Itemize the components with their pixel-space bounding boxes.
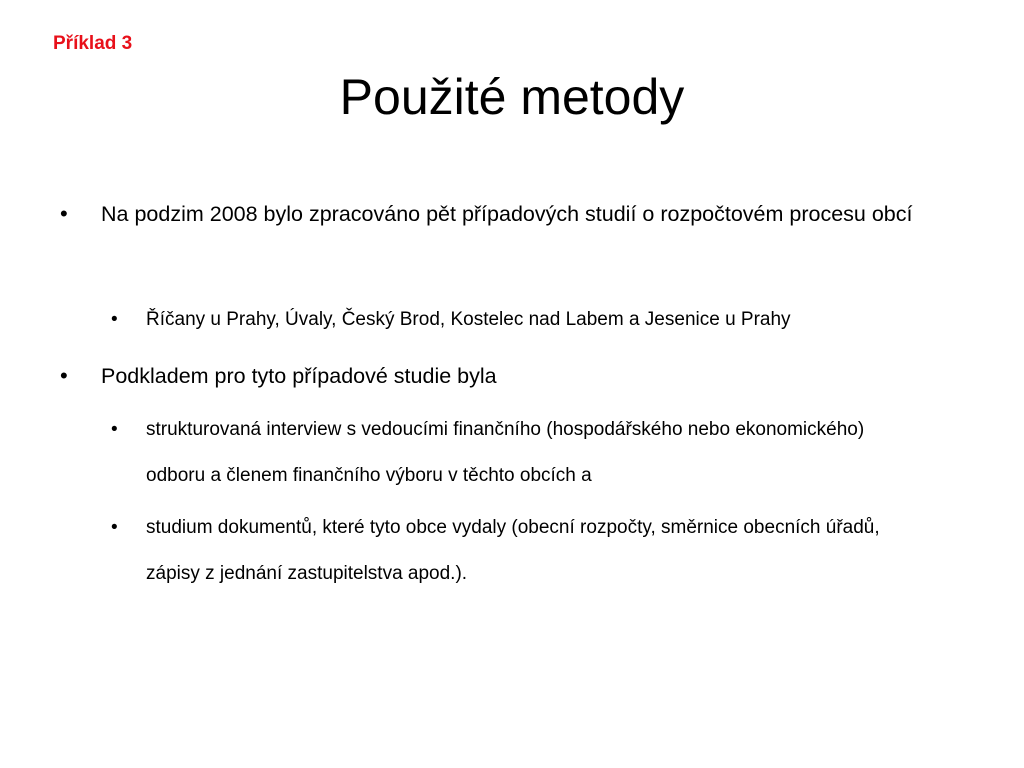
bullet-dot-icon: • [111,419,118,440]
slide-title: Použité metody [339,69,685,125]
sub-bullet-item [111,505,911,597]
bullet-dot-icon: • [60,363,68,388]
bullet-text: Říčany u Prahy, Úvaly, Český Brod, Kostelec nad Labem a Jesenice u Prahy [146,309,791,330]
bullet-text: studium dokumentů, které tyto obce vydaly (obecní rozpočty, směrnice obecních úřadů, zápisy z jednání zastupitelstva apod.). [146,517,880,584]
sub-bullet-item [111,297,911,343]
sub-bullet-item [111,407,911,499]
example-label: Příklad 3 [53,33,133,54]
bullet-text: Podkladem pro tyto případové studie byla [101,364,497,388]
bullet-text: Na podzim 2008 bylo zpracováno pět případových studií o rozpočtovém procesu obcí [101,202,913,226]
bullet-dot-icon: • [111,309,118,330]
bullet-dot-icon: • [60,201,68,226]
bullet-dot-icon: • [111,517,118,538]
bullet-item [60,189,960,239]
bullet-text: strukturovaná interview s vedoucími finančního (hospodářského nebo ekonomického) odboru a členem finančního výboru v těchto obcích a [146,419,865,486]
bullet-item [60,351,960,401]
